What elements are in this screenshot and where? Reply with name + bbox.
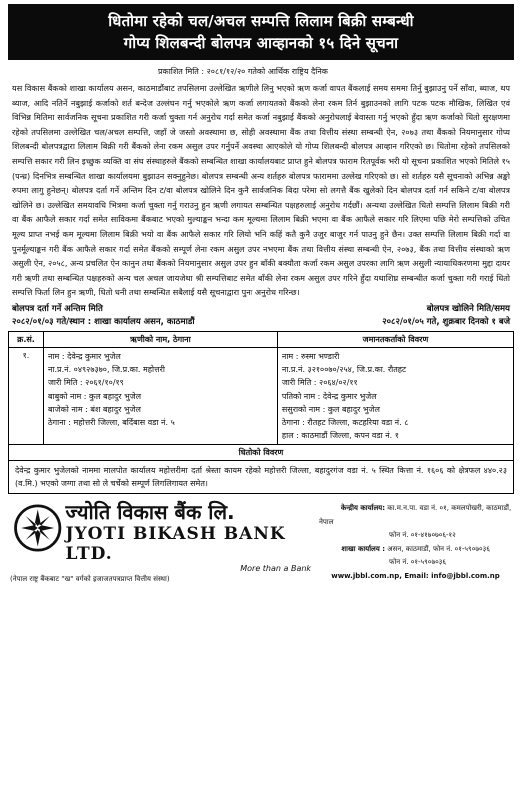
branch-phone-label: फोन नं.: [389, 558, 409, 567]
borrower-line: बाबुको नाम : कुल बहादुर भुजेल: [48, 391, 142, 401]
notice-title-line2: गोप्य शिलबन्दी बोलपत्र आव्हानको १५ दिने सूचना: [123, 34, 399, 52]
borrower-line: बाजेको नाम : बंश बहादुर भुजेल: [48, 404, 141, 414]
collateral-text: देवेन्द्र कुमार भुजेलको नाममा मालपोत कार्यालय महोत्तरीमा दर्ता श्रेस्ता कायम रहेको महोत्तरी जिल्ला, बहादुरगंज वडा नं. ५ स्थित कित्ता नं. १६०६ को क्षेत्रफल ४४०.२३ (व.मि.) भएको जग्गा तथा सो ले चर्चेको सम्पूर्ण लिगलिगायत समेत।: [9, 461, 514, 494]
borrower-line: ठेगाना : महोत्तरी जिल्ला, बर्दिबास वडा नं. ५: [48, 417, 175, 427]
col-guarantor-header: जमानतकर्ताको विवरण: [277, 331, 513, 347]
collateral-heading-row: [9, 445, 514, 461]
borrower-line: जारी मिति : २०६१/१०/१९: [48, 378, 124, 388]
branch-label: शाखा कार्यालय :: [341, 544, 386, 553]
notice-body: यस विकास बैंकको शाखा कार्यालय असन, काठमाडौंबाट तपसिलमा उल्लेखित ऋणीले लिनु भएको ऋण कर्जा वापत बैंकलाई समय सममा तिर्नु बुझाउनु पर्ने साँवा, ब्याज, थप ब्याज, आदि नतिर्ने नबुझाई कर्जाको शर्त बन्देज उल्लंघन गर्नु भएकोले ऋण कर्जा लगायतको बैंकको लेना रकम तिर्न बुझाउनको लागि पटक पटक मौखिक, लिखित एवं विभिन्न मितिमा सार्वजनिक सूचना प्रकाशित गरी कर्जा चुक्ता गर्न अनुरोध गर्दा समेत कर्जा नबुझाई बैंकको अनुरोधलाई बेवास्ता गर्नु भएको हुँदा ऋण कर्जाको धितो सुरक्षणमा रहेको तपसिलमा उल्लेखित चल/अचल सम्पत्ति, जहाँ जे जस्तो अवस्थामा छ, सोही अवस्थामा बैंक तथा वित्तीय संस्था सम्बन्धी ऐन, २०७३ तथा बैंकको नियमानुसार गोप्य शिलबन्दी बोलपत्रद्वारा लिलाम बिक्री गरी बैंकको लेना रकम असुल उपर गर्नुपर्ने अवस्था आएकोले यो गोप्य शिलबन्दी बोलपत्र आव्हान गरिएको छ। धितोमा रहेको तपसिलको सम्पत्ति सकार गरी लिन इच्छुक व्यक्ति वा संघ संस्थाहरुले बैंकको सम्बन्धित शाखा कार्यालयबाट प्राप्त हुने बोलपत्र फाराम रितपूर्वक भरी यो सूचना प्रकाशित भएको मितिले १५ (पन्ध्र) दिनभित्र सम्बन्धित शाखा कार्यालयमा बुझाउन सक्नुहुनेछ। बोलपत्र सम्बन्धी अन्य शर्तहरु बोलपत्र फाराममा उल्लेख गरिएको छ। सो शर्तहरु यसै सूचनाको अभिन्न अङ्को रुपमा लागु हुनेछन्। बोलपत्र दर्ता गर्ने अन्तिम दिन ट/वा बोलपत्र खोलिने दिन कुनै सार्वजनिक बिदा परेमा सो लगत्तै बैंक खुलेको दिन बोलपत्र दर्ता गर्न सकिने ट/वा बोलपत्र खोलिने छ। उल्लेखित समयावधि भित्रमा कर्जा चुक्ता गर्नु गराउनु हुन ऋणी लगायत सम्बन्धित पक्षहरुलाई अनुरोध गर्दछौं। अन्यथा उल्लेखित धितो सम्पत्ति लिलाम बिक्री गरी वा बैंक आफैले सकार गर्दा समेत साविकमा बैंकबाट भएको मुल्याङ्कन भन्दा कम मूल्यमा लिलाम बिक्री भएमा वा बैंक आफैले सकार गरि लिएमा पछि मेरो सम्पत्तिको उचित मूल्य प्राप्त नभई कम मूल्यमा लिलाम बिक्री भयो वा बैंक आफैले सकार गरि लियो भनि कहिं कतै कुनै उजुर बाजुर गर्न पाउनु हुने छैन। उक्त सम्पत्ति लिलाम बिक्री गर्दा वा पुनर्मूल्याङ्कन गरी बैंक आफैले सकार गर्दा समेत बैंकको सम्पूर्ण लेना रकम असुल उपर नभएमा बैंक तथा वित्तीय संस्था सम्बन्धी ऐन, २०७३, बैंक तथा वित्तीय संस्थाको ऋण असुली ऐन, २०५८, अन्य प्रचलित ऐन कानुन तथा बैंकको नियमानुसार असुल उपर हुन बाँकी बक्यौता कर्जा रकम असुल उपरका लागि ऋण असुली न्यायाधिकरणमा मुद्दा दायर गरी ऋणी तथा सम्बन्धित पक्षहरुको अन्य चल अचल जायजेथा श्री सम्पत्तिबाट समेत बाँकी लेना रकम असुल उपर गरिने हुँदा यथाशिघ्र सम्बन्धीत कर्जा चुक्ता गरी गराई धितो सम्पत्ति फिर्ता लिन हुन ऋणी, धितो धनी तथा सम्बन्धित सबैलाई यसै सूचनाद्वारा पुनः अनुरोध गरिन्छ।: [12, 83, 511, 298]
bank-tagline: More than a Bank: [240, 564, 312, 574]
branch-phone-line: [319, 556, 512, 570]
phone-value: ०१-४१७०७०६-१२: [410, 531, 456, 540]
phone-label: फोन नं.: [389, 531, 409, 540]
guarantor-line: ठेगाना : रौतहट जिल्ला, कटहरिया वडा नं. ८: [281, 417, 409, 427]
opening-date-label: बोलपत्र खोलिने मिति/समय: [426, 303, 510, 314]
guarantor-cell: [277, 347, 513, 444]
bank-name-block: [65, 500, 319, 573]
central-office-label: केन्द्रीय कार्यालय:: [340, 504, 386, 513]
collateral-heading: धितोको विवरण: [9, 445, 514, 461]
branch-line: [319, 543, 512, 557]
borrower-cell: [44, 347, 278, 444]
notice-page: [8, 4, 514, 584]
published-date: प्रकाशित मिति : २०८१/१२/२० गतेको आर्थिक राष्ट्रिय दैनिक: [158, 67, 328, 76]
bank-logo-icon: [10, 500, 65, 556]
borrower-line: ना.प्र.नं. ०४९२७३७०, जि.प्र.का. महोत्तरी: [48, 365, 165, 375]
col-sn-header: क्र.सं.: [9, 331, 44, 347]
collateral-row: [9, 461, 514, 494]
footer: [8, 500, 514, 584]
borrower-table: [8, 331, 514, 494]
borrower-line: नाम : देवेन्द्र कुमार भुजेल: [48, 351, 121, 361]
register-deadline-label: बोलपत्र दर्ता गर्ने अन्तिम मिति: [12, 303, 103, 314]
opening-date-value: २०८२/०१/०५ गते, शुक्रबार दिनको १ बजे: [382, 316, 510, 327]
notice-title-line1: धितोमा रहेको चल/अचल सम्पत्ति लिलाम बिक्री सम्बन्धी: [108, 12, 414, 30]
bank-license: (नेपाल राष्ट्र बैंकबाट "ख" वर्गको इजाजतपत्रप्राप्त वित्तीय संस्था): [10, 575, 170, 584]
bank-name-nepali: ज्योति विकास बैंक लि.: [65, 500, 235, 525]
col-borrower-header: ऋणीको नाम, ठेगाना: [44, 331, 278, 347]
guarantor-line: ना.प्र.नं. ३२१००७०/२५४, जि.प्र.का. रौतहट: [281, 365, 407, 375]
dates-labels: [12, 303, 510, 314]
web-email[interactable]: www.jbbl.com.np, Email: info@jbbl.com.np: [331, 571, 500, 580]
guarantor-line: पतिको नाम : देवेन्द्र कुमार भुजेल: [281, 391, 377, 401]
guarantor-line: नाम : रुस्मा भण्डारी: [281, 351, 340, 361]
table-header-row: [9, 331, 514, 347]
register-deadline-value: २०८२/०१/०३ गते/स्थान : शाखा कार्यालय असन, काठमाडौं: [12, 316, 195, 327]
central-office-value: का.म.न.पा. वडा नं. ०१, कमलपोखरी, काठमाडौं, नेपाल: [319, 504, 512, 526]
row-sn: १.: [9, 347, 44, 444]
branch-value: असन, काठमाडौं, फोन नं. ०१-५९०७०३६: [387, 544, 490, 553]
guarantor-line: हाल : काठमाडौं जिल्ला, कपन वडा नं. १: [281, 431, 399, 441]
bank-name-english: JYOTI BIKASH BANK LTD.: [65, 524, 286, 565]
guarantor-line: जारी मिति : २०६४/०२/११: [281, 378, 358, 388]
logo-block: [10, 500, 319, 573]
central-office-line: [319, 502, 512, 529]
notice-title-box: [8, 4, 514, 60]
branch-phone-value: ०१-५९०७०३६: [410, 558, 447, 567]
guarantor-line: ससुराको नाम : कुल बहादुर भुजेल: [281, 404, 380, 414]
phone-line: [319, 529, 512, 543]
table-row: [9, 347, 514, 444]
dates-values: [12, 316, 510, 327]
bank-brand: [10, 500, 319, 584]
bank-contact: [319, 502, 512, 584]
